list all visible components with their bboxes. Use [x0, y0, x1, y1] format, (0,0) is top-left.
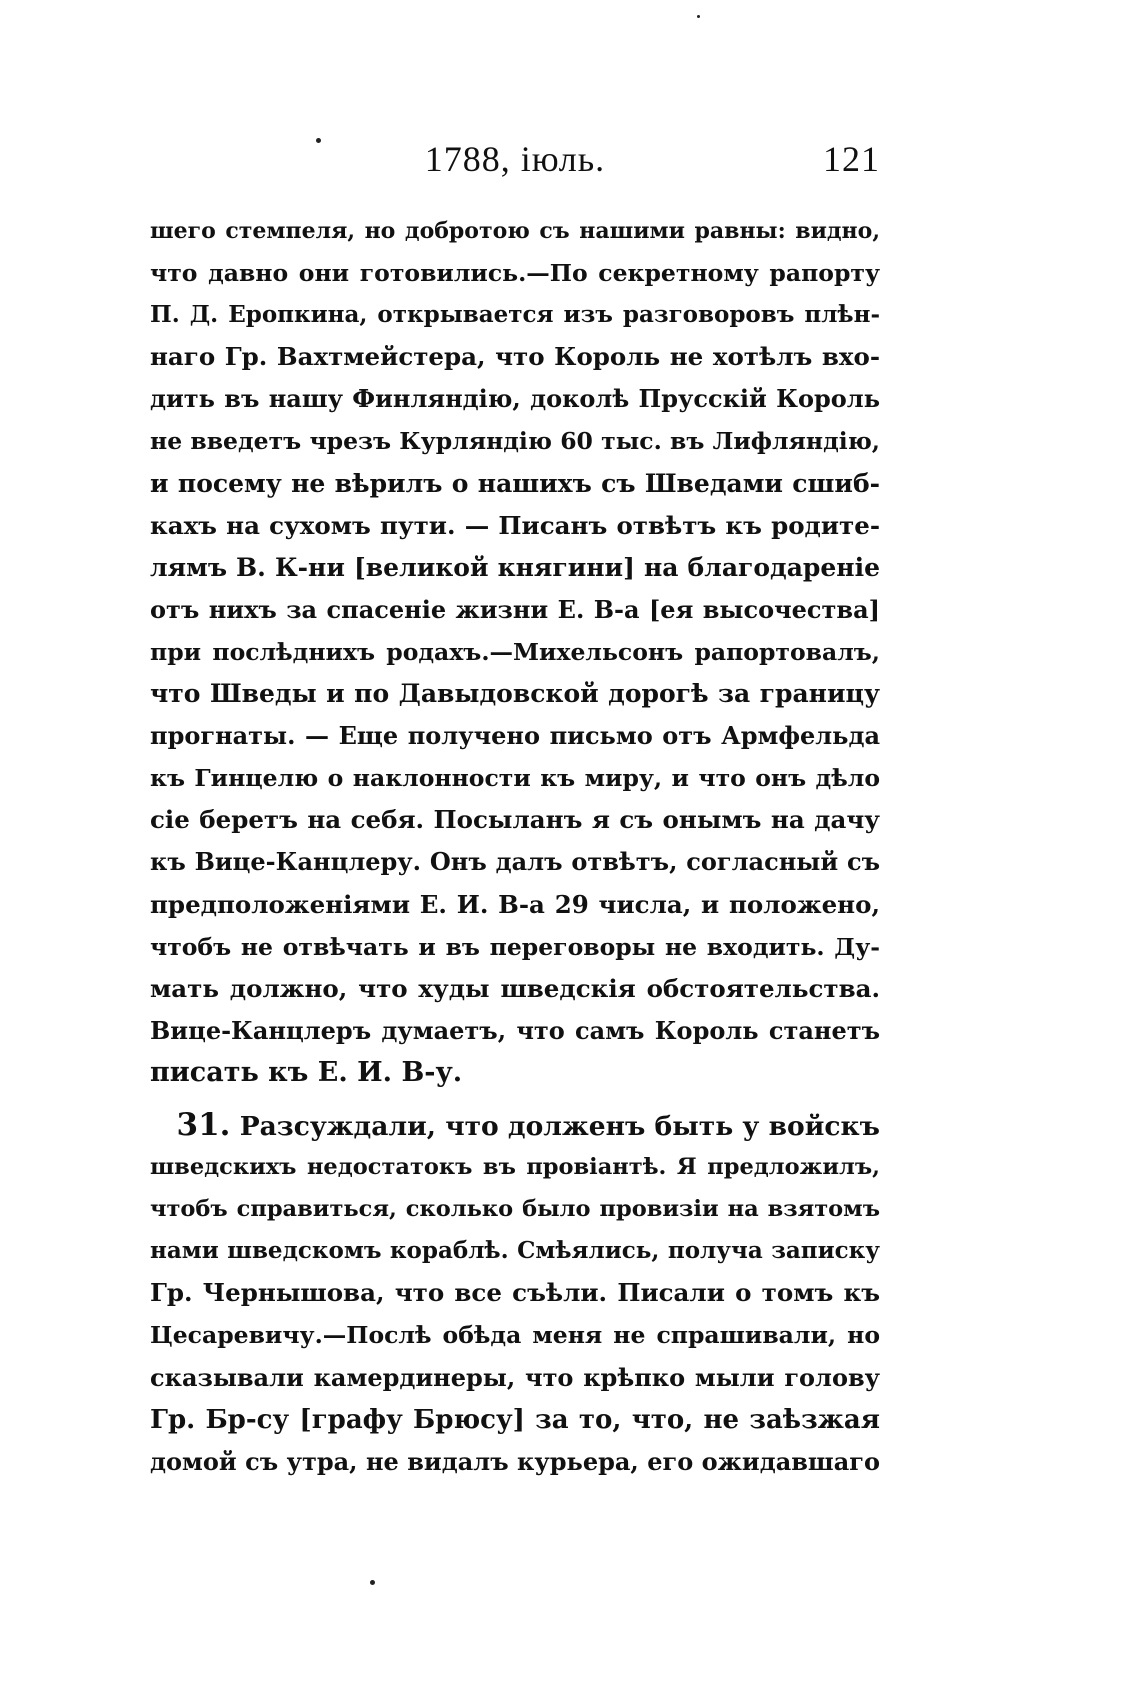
- text-line: къ Вице-Канцлеру. Онъ далъ отвѣтъ, согласный съ: [150, 847, 880, 877]
- paragraph-first-line: [150, 1104, 880, 1146]
- text-line: что Шведы и по Давыдовской дорогѣ за границу: [150, 679, 880, 709]
- text-line: сказывали камердинеры, что крѣпко мыли голову: [150, 1362, 880, 1392]
- text-line: кахъ на сухомъ пути. — Писанъ отвѣтъ къ родите-: [150, 510, 880, 540]
- text-line: Цесаревичу.—Послѣ обѣда меня не спрашивали, но: [150, 1321, 880, 1350]
- text-line: Гр. Бр-су [графу Брюсу] за то, что, не заѣзжая: [150, 1404, 880, 1435]
- text-line: писать къ Е. И. В-у.: [150, 1056, 463, 1088]
- text-line: чтобъ справиться, сколько было провизіи на взятомъ: [150, 1196, 880, 1223]
- text-line: къ Гинцелю о наклонности къ миру, и что онъ дѣло: [150, 764, 880, 793]
- text-line: лямъ В. К-ни [великой княгини] на благодареніе: [150, 552, 880, 582]
- body-text: [150, 210, 880, 1483]
- text-line: домой съ утра, не видалъ курьера, его ожидавшаго: [150, 1446, 880, 1476]
- text-line: мать должно, что худы шведскія обстоятельства.: [150, 973, 880, 1003]
- text-line: Разсуждали, что долженъ быть у войскъ: [239, 1110, 880, 1142]
- text-line: предположеніями Е. И. В-а 29 числа, и положено,: [150, 889, 880, 919]
- text-line: чтобъ не отвѣчать и въ переговоры не входить. Ду-: [150, 932, 880, 961]
- day-number: 31.: [176, 1106, 231, 1143]
- page-header: [150, 138, 880, 188]
- text-line: шведскихъ недостатокъ въ провіантѣ. Я предложилъ,: [150, 1154, 880, 1181]
- text-line: Гр. Чернышова, что все съѣли. Писали о томъ къ: [150, 1278, 880, 1308]
- text-line: наго Гр. Вахтмейстера, что Король не хотѣлъ вхо-: [150, 342, 880, 372]
- text-line: что давно они готовились.—По секретному рапорту: [150, 259, 880, 288]
- text-line: прогнаты. — Еще получено письмо отъ Армфельда: [150, 721, 880, 751]
- text-line: дить въ нашу Финляндію, доколѣ Прусскій Король: [150, 384, 880, 414]
- text-line: шего стемпеля, но добротою съ нашими равны: видно,: [150, 218, 880, 244]
- print-speck: [697, 15, 700, 18]
- text-line: сіе беретъ на себя. Посыланъ я съ онымъ на дачу: [150, 805, 880, 835]
- text-line: П. Д. Еропкина, открывается изъ разговоровъ плѣн-: [150, 301, 880, 329]
- print-speck: [370, 1580, 375, 1585]
- text-line: Вице-Канцлеръ думаетъ, что самъ Король станетъ: [150, 1015, 880, 1045]
- running-head: 1788, іюль.: [424, 139, 606, 179]
- text-line: нами шведскомъ кораблѣ. Смѣялись, получа записку: [150, 1237, 880, 1265]
- text-line: и посему не вѣрилъ о нашихъ съ Шведами сшиб-: [150, 468, 880, 498]
- text-line: при послѣднихъ родахъ.—Михельсонъ рапортовалъ,: [150, 637, 880, 666]
- page-number: 121: [823, 139, 880, 179]
- text-line: отъ нихъ за спасеніе жизни Е. В-а [ея высочества]: [150, 594, 880, 624]
- text-line: не введетъ чрезъ Курляндію 60 тыс. въ Лифляндію,: [150, 427, 880, 456]
